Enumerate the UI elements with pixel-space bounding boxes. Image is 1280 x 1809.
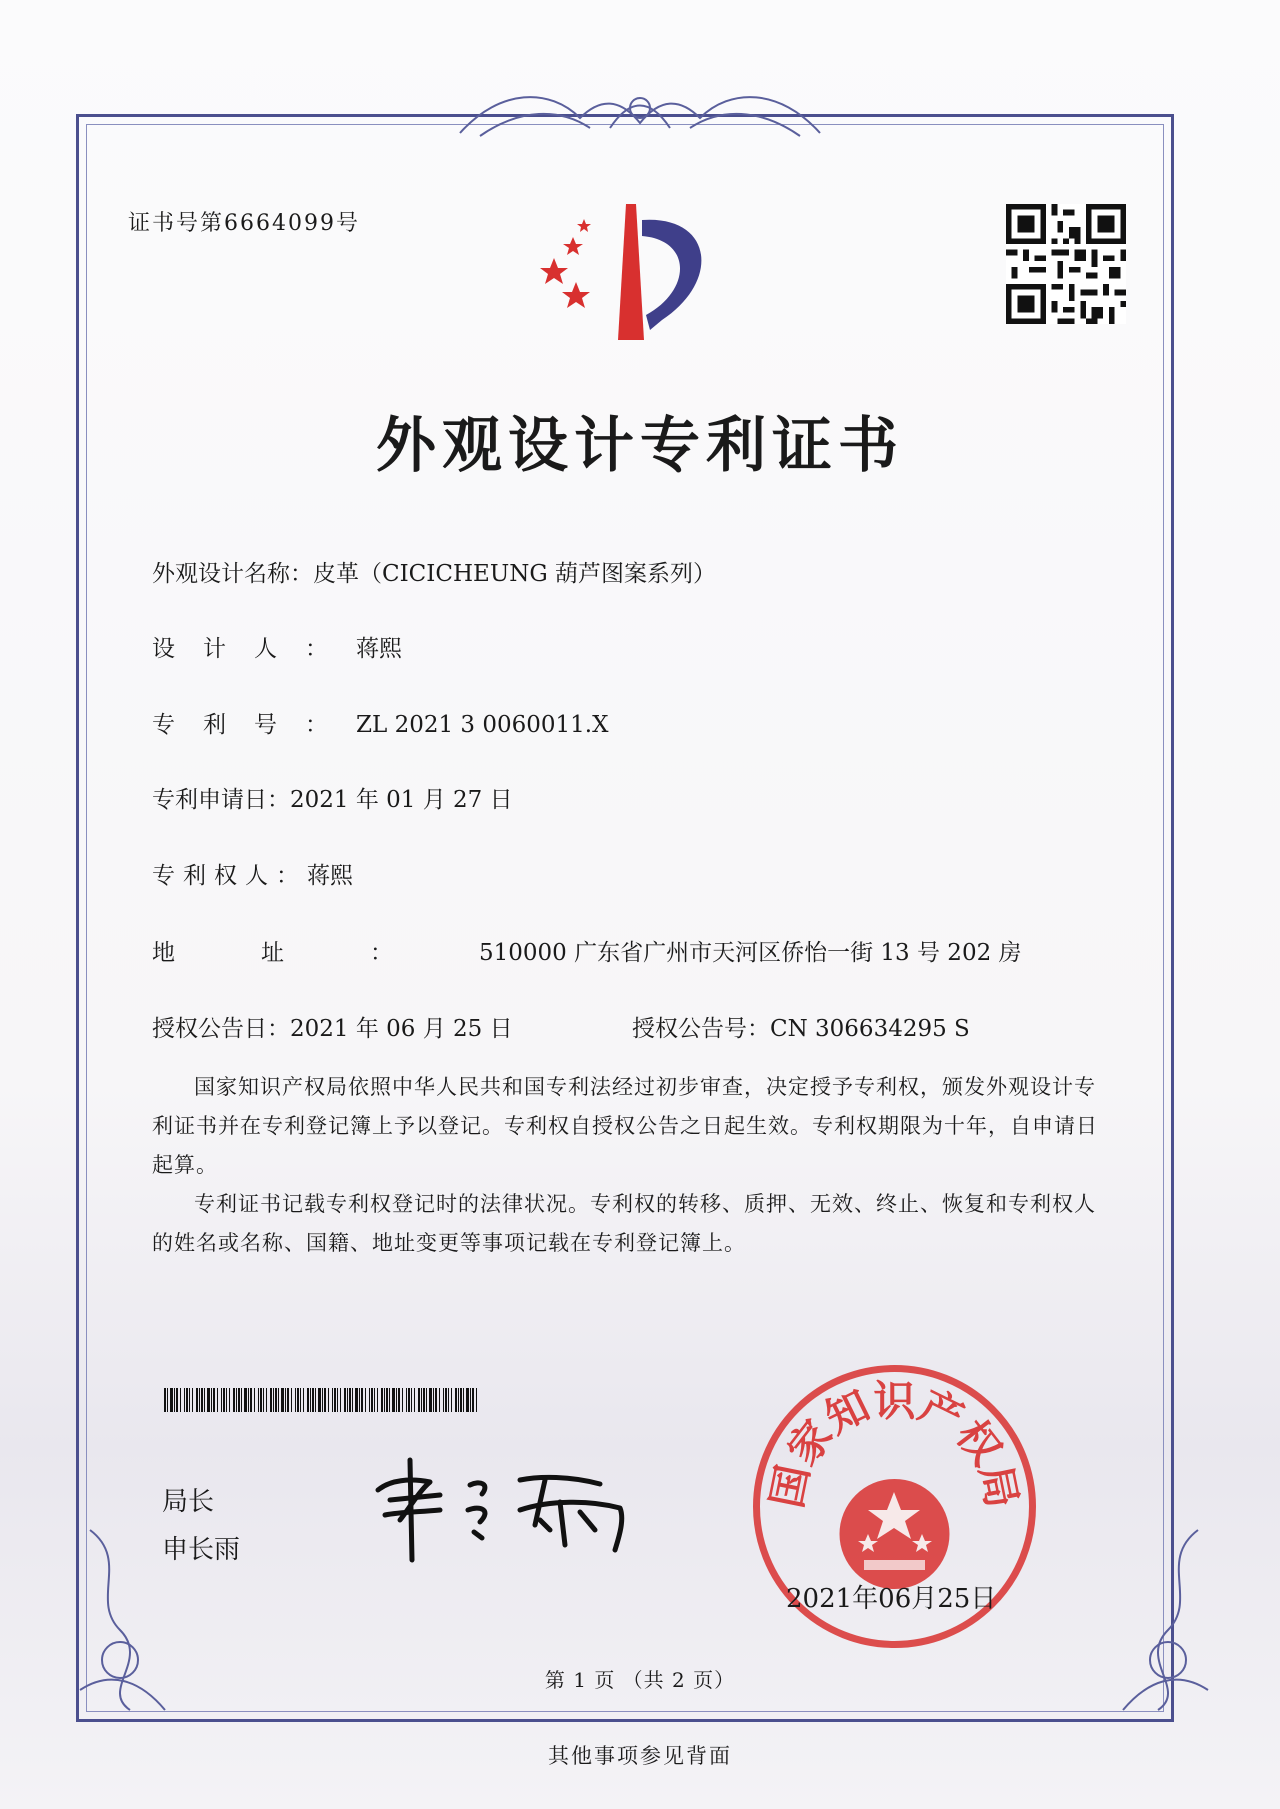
design-name-row xyxy=(152,555,716,588)
barcode-bar xyxy=(435,1388,437,1412)
barcode-bar xyxy=(337,1388,338,1412)
barcode-bar xyxy=(223,1388,225,1412)
address-label: 地址： xyxy=(152,940,479,966)
barcode-bar xyxy=(421,1388,422,1412)
barcode-bar xyxy=(389,1388,390,1412)
barcode-bar xyxy=(414,1388,415,1412)
barcode-bar xyxy=(349,1388,351,1412)
barcode-bar xyxy=(233,1388,235,1412)
designer-label: 设计人： xyxy=(152,636,356,662)
barcode-bar xyxy=(369,1388,370,1412)
paragraph-legal-status: 专利证书记载专利权登记时的法律状况。专利权的转移、质押、无效、终止、恢复和专利权人的姓名或名称、国籍、地址变更等事项记载在专利登记簿上。 xyxy=(152,1192,1096,1255)
barcode-bar xyxy=(285,1388,286,1412)
director-title: 局长 xyxy=(162,1487,215,1517)
barcode-bar xyxy=(347,1388,348,1412)
cnipa-logo xyxy=(532,200,732,360)
barcode-bar xyxy=(396,1388,397,1412)
barcode-bar xyxy=(189,1388,190,1412)
barcode-bar xyxy=(287,1388,289,1412)
barcode-bar xyxy=(445,1388,447,1412)
barcode-bar xyxy=(164,1388,166,1412)
barcode-bar xyxy=(275,1388,277,1412)
barcode-bar xyxy=(170,1388,173,1412)
barcode-bar xyxy=(429,1388,432,1412)
barcode-bar xyxy=(186,1388,188,1412)
barcode-bar xyxy=(238,1388,240,1412)
barcode-bar xyxy=(244,1388,247,1412)
barcode-bar xyxy=(408,1388,410,1412)
grant-number-label: 授权公告号： xyxy=(632,1016,770,1042)
barcode-bar xyxy=(322,1388,323,1412)
certificate-title: 外观设计专利证书 xyxy=(376,411,904,481)
director-block xyxy=(162,1478,240,1574)
barcode-bar xyxy=(236,1388,237,1412)
barcode-bar xyxy=(324,1388,326,1412)
barcode-bar xyxy=(355,1388,358,1412)
barcode-bar xyxy=(248,1388,249,1412)
barcode-bar xyxy=(184,1388,185,1412)
barcode-bar xyxy=(426,1388,427,1412)
designer-row xyxy=(152,630,402,663)
barcode-bar xyxy=(258,1388,259,1412)
barcode-bar xyxy=(217,1388,218,1412)
barcode-bar xyxy=(460,1388,462,1412)
patentee-row xyxy=(152,857,353,890)
barcode-bar xyxy=(260,1388,262,1412)
barcode-bar xyxy=(361,1388,363,1412)
seal-date: 2021年06月25日 xyxy=(786,1584,997,1614)
barcode-bar xyxy=(295,1388,296,1412)
barcode-bar xyxy=(332,1388,333,1412)
barcode-bar xyxy=(229,1388,230,1412)
director-signature xyxy=(370,1450,650,1570)
barcode-bar xyxy=(291,1388,292,1412)
barcode-bar xyxy=(315,1388,316,1412)
qr-code[interactable] xyxy=(1006,204,1126,324)
designer-value: 蒋熙 xyxy=(356,636,402,662)
barcode-bar xyxy=(254,1388,255,1412)
barcode-bar xyxy=(365,1388,366,1412)
top-ornament xyxy=(440,78,840,148)
barcode-bar xyxy=(167,1388,168,1412)
barcode-bar xyxy=(241,1388,242,1412)
patentee-label: 专利权人： xyxy=(152,863,307,889)
barcode-bar xyxy=(402,1388,403,1412)
barcode-bar xyxy=(192,1388,193,1412)
grant-date-label: 授权公告日： xyxy=(152,1016,290,1042)
grant-date-row xyxy=(152,1010,513,1043)
barcode-bar xyxy=(204,1388,205,1412)
barcode-bar xyxy=(455,1388,457,1412)
grant-number-value: CN 306634295 S xyxy=(770,1016,970,1042)
barcode-bar xyxy=(281,1388,284,1412)
barcode-bar xyxy=(297,1388,299,1412)
barcode-bar xyxy=(199,1388,200,1412)
back-note: 其他事项参见背面 xyxy=(548,1744,732,1768)
barcode-bar xyxy=(466,1388,469,1412)
barcode-bar xyxy=(443,1388,444,1412)
barcode-bar xyxy=(211,1388,212,1412)
certificate-number: 证书号第6664099号 xyxy=(128,211,360,236)
address-row xyxy=(152,934,1022,967)
barcode-bar xyxy=(196,1388,198,1412)
barcode-bar xyxy=(318,1388,321,1412)
address-value: 510000 广东省广州市天河区侨怡一街 13 号 202 房 xyxy=(479,940,1022,966)
barcode-bar xyxy=(384,1388,385,1412)
barcode-bar xyxy=(300,1388,301,1412)
design-name-label: 外观设计名称： xyxy=(152,561,313,587)
barcode-bar xyxy=(340,1388,341,1412)
barcode-bar xyxy=(263,1388,264,1412)
barcode-bar xyxy=(359,1388,360,1412)
barcode-bar xyxy=(180,1388,181,1412)
patentee-value: 蒋熙 xyxy=(307,863,353,889)
barcode-bar xyxy=(476,1388,477,1412)
barcode-bar xyxy=(270,1388,272,1412)
barcode-bar xyxy=(221,1388,222,1412)
page-number: 第 1 页 （共 2 页） xyxy=(544,1668,736,1692)
barcode-bar xyxy=(423,1388,425,1412)
filing-date-row xyxy=(152,781,513,814)
patent-number-label: 专利号： xyxy=(152,712,356,738)
barcode-bar xyxy=(418,1388,420,1412)
barcode-bar xyxy=(303,1388,304,1412)
barcode-bar xyxy=(406,1388,407,1412)
patent-number-value: ZL 2021 3 0060011.X xyxy=(356,712,609,738)
grant-date-value: 2021 年 06 月 25 日 xyxy=(290,1016,513,1042)
svg-text:国家知识产权局: 国家知识产权局 xyxy=(761,1376,1028,1512)
barcode-bar xyxy=(448,1388,449,1412)
filing-date-value: 2021 年 01 月 27 日 xyxy=(290,787,513,813)
barcode xyxy=(164,1388,482,1412)
barcode-bar xyxy=(207,1388,210,1412)
barcode-bar xyxy=(266,1388,267,1412)
director-name: 申长雨 xyxy=(162,1535,241,1565)
barcode-bar xyxy=(451,1388,452,1412)
patent-number-row xyxy=(152,706,608,739)
barcode-bar xyxy=(278,1388,279,1412)
certificate-body-text xyxy=(152,1068,1112,1263)
paragraph-grant: 国家知识产权局依照中华人民共和国专利法经过初步审查，决定授予专利权，颁发外观设计专利证书并在专利登记簿上予以登记。专利权自授权公告之日起生效。专利权期限为十年，自申请日起算。 xyxy=(152,1075,1098,1177)
barcode-bar xyxy=(472,1388,474,1412)
barcode-bar xyxy=(411,1388,412,1412)
filing-date-label: 专利申请日： xyxy=(152,787,290,813)
barcode-bar xyxy=(307,1388,309,1412)
barcode-bar xyxy=(392,1388,395,1412)
barcode-bar xyxy=(312,1388,314,1412)
barcode-bar xyxy=(273,1388,274,1412)
barcode-bar xyxy=(310,1388,311,1412)
barcode-bar xyxy=(470,1388,471,1412)
barcode-bar xyxy=(377,1388,378,1412)
barcode-bar xyxy=(374,1388,375,1412)
barcode-bar xyxy=(328,1388,329,1412)
barcode-bar xyxy=(334,1388,336,1412)
barcode-bar xyxy=(344,1388,346,1412)
barcode-bar xyxy=(226,1388,227,1412)
barcode-bar xyxy=(174,1388,175,1412)
grant-number-row xyxy=(632,1010,970,1043)
barcode-bar xyxy=(458,1388,459,1412)
barcode-bar xyxy=(398,1388,400,1412)
barcode-bar xyxy=(439,1388,440,1412)
barcode-bar xyxy=(463,1388,464,1412)
barcode-bar xyxy=(371,1388,373,1412)
barcode-bar xyxy=(213,1388,215,1412)
barcode-bar xyxy=(176,1388,178,1412)
barcode-bar xyxy=(250,1388,252,1412)
barcode-bar xyxy=(201,1388,203,1412)
barcode-bar xyxy=(352,1388,353,1412)
design-name-value: 皮革（CICICHEUNG 葫芦图案系列） xyxy=(313,561,717,587)
barcode-bar xyxy=(386,1388,388,1412)
barcode-bar xyxy=(381,1388,383,1412)
barcode-bar xyxy=(433,1388,434,1412)
